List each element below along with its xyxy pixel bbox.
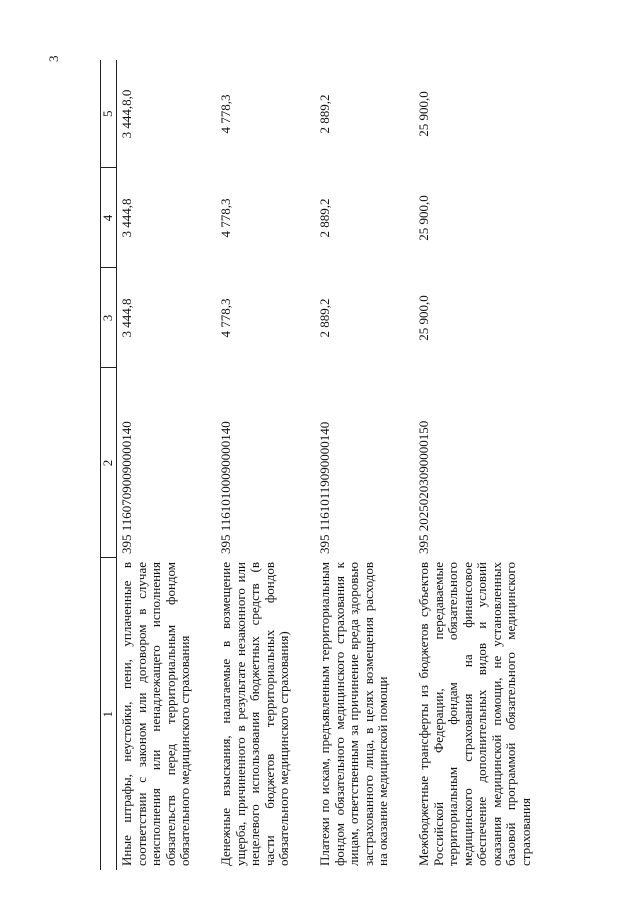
row-description: Иные штрафы, неустойки, пени, уплаченные в соответствии с законом или договором в случае неисполнения или ненадлежащего исполнения обязательств перед территориальным фондом обязательного медицинского страхования (119, 562, 192, 866)
value-col-4: 4 778,3 (218, 198, 233, 238)
value-col-5: 2 889,2 (317, 94, 332, 134)
budget-classification-code: 395 11607090090000140 (119, 421, 134, 554)
value-col-5: 4 778,3 (218, 94, 233, 134)
column-header-2: 2 (101, 368, 117, 558)
row-description: Денежные взыскания, налагаемые в возмещение ущерба, причиненного в результате незаконного или нецелевого использования бюджетных средств (в части бюджетов территориальных фондов обязательного медицинского страхования) (218, 562, 291, 866)
value-col-3: 4 778,3 (218, 298, 233, 338)
column-header-4: 4 (101, 168, 117, 268)
budget-revenue-table-sheet (100, 60, 550, 870)
value-col-3: 3 444,8 (119, 298, 134, 338)
table-row (414, 60, 539, 870)
budget-classification-code: 395 20250203090000150 (416, 420, 431, 554)
table-row (216, 60, 315, 870)
budget-revenue-table (100, 60, 539, 870)
table-row (315, 60, 414, 870)
value-col-5: 3 444,8,0 (119, 89, 134, 139)
column-header-3: 3 (101, 268, 117, 368)
value-col-5: 25 900,0 (416, 91, 431, 137)
column-header-1: 1 (101, 558, 117, 870)
row-description: Межбюджетные трансферты из бюджетов субъектов Российской Федерации, передаваемые территориальным фондам обязательного медицинского страхования на финансовое обеспечение дополнительных видов и условий оказания медицинской помощи, не установленных базовой программой обязательного медицинского страхования (416, 562, 533, 866)
page-number: 3 (46, 55, 61, 62)
value-col-3: 25 900,0 (416, 295, 431, 341)
value-col-4: 3 444,8 (119, 198, 134, 238)
column-header-5: 5 (101, 60, 117, 168)
budget-classification-code: 395 11610119090000140 (317, 421, 332, 554)
row-description: Платежи по искам, предъявленным территориальным фондом обязательного медицинского страхования к лицам, ответственным за причинение вреда здоровью застрахованного лица, в целях возмещения расходов на оказание медицинской помощи (317, 562, 390, 866)
value-col-4: 25 900,0 (416, 195, 431, 241)
value-col-4: 2 889,2 (317, 198, 332, 238)
value-col-3: 2 889,2 (317, 298, 332, 338)
column-number-header-row (101, 60, 117, 870)
budget-classification-code: 395 11610100090000140 (218, 421, 233, 554)
table-row (117, 60, 217, 870)
